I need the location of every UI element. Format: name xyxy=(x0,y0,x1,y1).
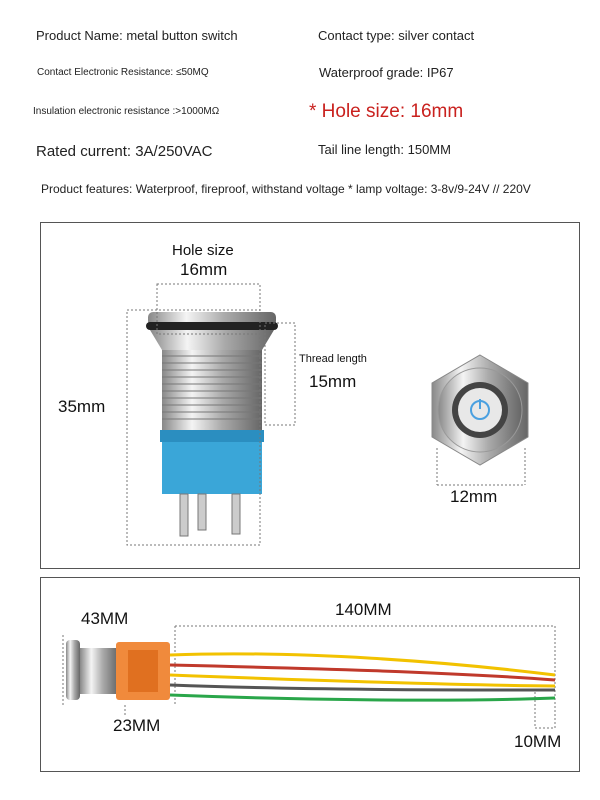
spec-contact-type: Contact type: silver contact xyxy=(318,28,475,43)
thread-length-label: Thread length xyxy=(299,353,367,365)
spec-contact-resistance: Contact Electronic Resistance: ≤50MQ xyxy=(37,67,209,78)
spec-rated-current: Rated current: 3A/250VAC xyxy=(36,143,213,160)
wire-length-value: 140MM xyxy=(335,600,392,619)
connector-length-value: 23MM xyxy=(113,716,161,735)
spec-features: Product features: Waterproof, fireproof, withstand voltage * lamp voltage: 3-8v/9-24V // 220V xyxy=(41,182,531,196)
hole-size-label: Hole size xyxy=(172,242,234,259)
thread-length-value: 15mm xyxy=(309,372,357,391)
height-value: 35mm xyxy=(58,397,106,416)
spec-product-name: Product Name: metal button switch xyxy=(36,28,238,43)
switch-length-value: 43MM xyxy=(81,609,129,628)
switch-front-view xyxy=(432,355,528,465)
face-diameter-value: 12mm xyxy=(450,487,498,506)
spec-insulation: Insulation electronic resistance :>1000MΩ xyxy=(33,106,220,117)
switch-with-wires xyxy=(66,640,555,700)
spec-hole-size: * Hole size: 16mm xyxy=(309,101,464,122)
spec-waterproof: Waterproof grade: IP67 xyxy=(319,65,454,80)
strip-length-value: 10MM xyxy=(514,732,562,751)
hole-size-value: 16mm xyxy=(180,260,228,279)
switch-side-view xyxy=(146,312,278,536)
spec-tail-line: Tail line length: 150MM xyxy=(318,142,451,157)
